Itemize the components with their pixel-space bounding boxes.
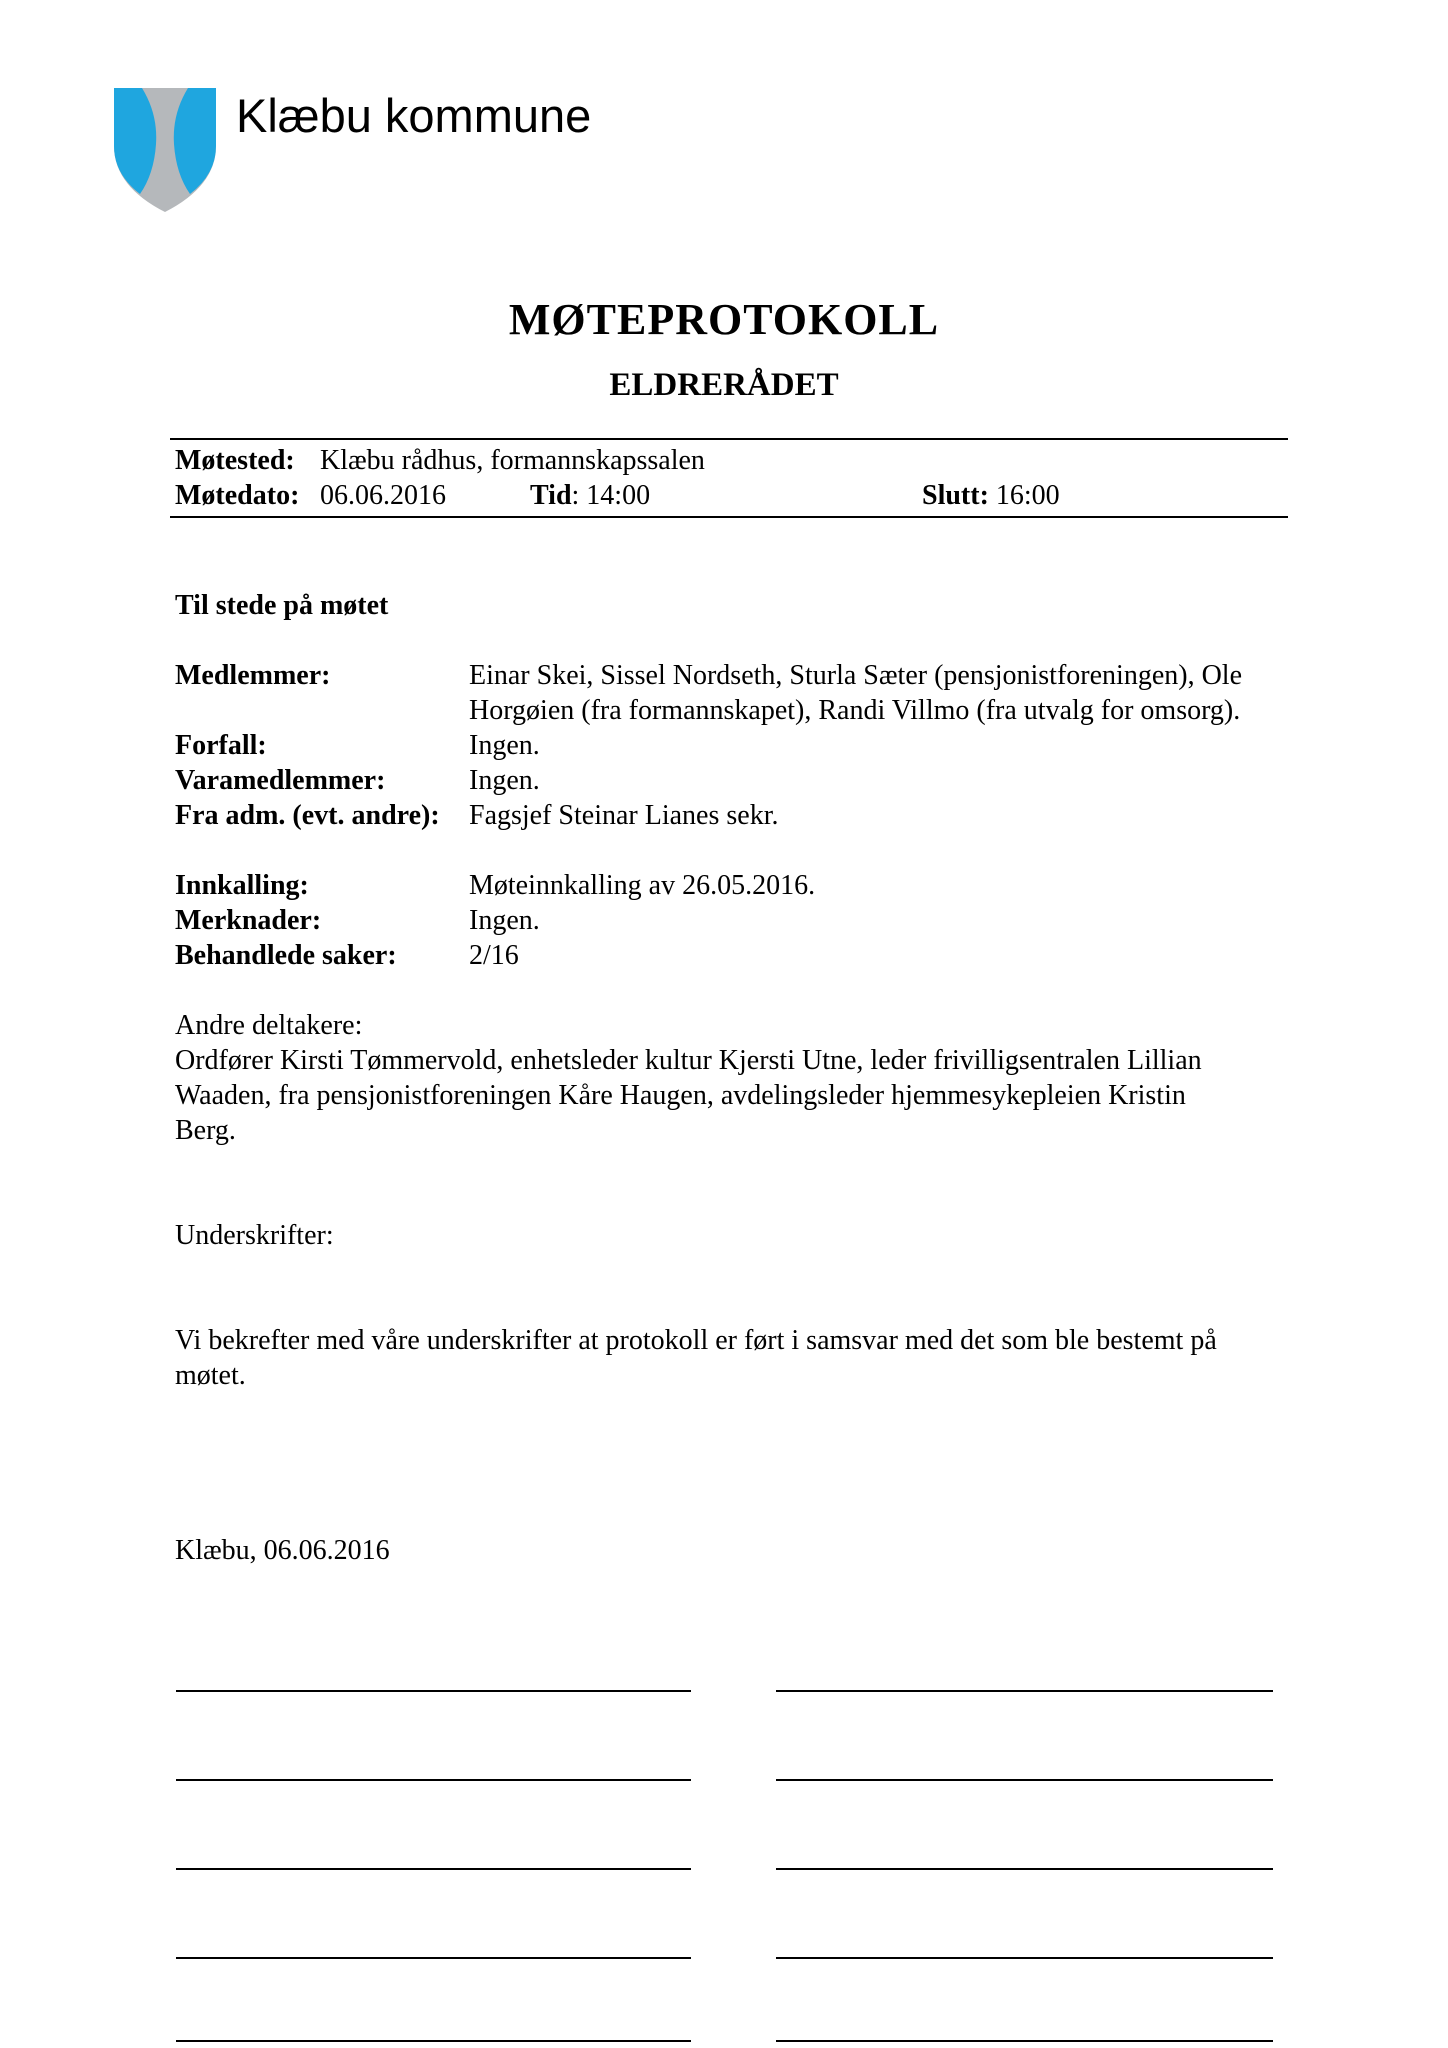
bottom-rule [170,516,1288,518]
remarks-value: Ingen. [469,905,540,936]
meeting-place-row [175,443,295,478]
invitation-value: Møteinnkalling av 26.05.2016. [469,870,816,901]
admin-value: Fagsjef Steinar Lianes sekr. [469,800,779,831]
members-label: Medlemmer: [175,660,331,691]
remarks-label: Merknader: [175,905,322,936]
meeting-end: 16:00 [995,480,1060,511]
confirm-line-1: Vi bekrefter med våre underskrifter at protokoll er ført i samsvar med det som ble bestemt på [175,1325,1217,1356]
others-heading: Andre deltakere: [175,1010,363,1041]
place-date: Klæbu, 06.06.2016 [175,1535,390,1566]
confirm-line-2: møtet. [175,1360,246,1391]
meeting-place: Klæbu rådhus, formannskapssalen [320,445,705,476]
meeting-date-label: Møtedato: [175,480,300,511]
signature-line [176,1957,691,1959]
present-heading: Til stede på møtet [175,590,389,621]
cases-value: 2/16 [469,940,519,971]
invitation-label: Innkalling: [175,870,309,901]
cases-label: Behandlede saker: [175,940,397,971]
signature-line [776,1779,1273,1781]
absent-value: Ingen. [469,730,540,761]
admin-label: Fra adm. (evt. andre): [175,800,440,831]
signature-line [776,1868,1273,1870]
deputies-value: Ingen. [469,765,540,796]
top-rule [170,438,1288,440]
signature-line [776,2040,1273,2042]
members-line-2: Horgøien (fra formannskapet), Randi Villmo (fra utvalg for omsorg). [469,695,1241,726]
meeting-time-row [530,478,650,513]
others-line-2: Waaden, fra pensjonistforeningen Kåre Haugen, avdelingsleder hjemmesykepleien Kristin [175,1080,1186,1111]
others-line-3: Berg. [175,1115,236,1146]
document-title: MØTEPROTOKOLL [508,295,940,344]
signature-line [176,1690,691,1692]
deputies-label: Varamedlemmer: [175,765,386,796]
signature-line [176,1779,691,1781]
meeting-end-label: Slutt: [922,480,989,511]
meeting-time-label: Tid [530,480,572,511]
signature-line [176,2040,691,2042]
signature-line [776,1690,1273,1692]
members-line-1: Einar Skei, Sissel Nordseth, Sturla Sæter (pensjonistforeningen), Ole [469,660,1242,691]
meeting-time: : 14:00 [571,480,651,511]
meeting-place-label: Møtested: [175,445,295,476]
signature-line [176,1868,691,1870]
signature-line [776,1957,1273,1959]
others-line-1: Ordfører Kirsti Tømmervold, enhetsleder kultur Kjersti Utne, leder frivilligsentralen Lillian [175,1045,1202,1076]
signatures-heading: Underskrifter: [175,1220,334,1251]
absent-label: Forfall: [175,730,267,761]
meeting-end-row [922,478,1060,513]
org-name: Klæbu kommune [236,89,592,142]
meeting-date: 06.06.2016 [320,480,446,511]
municipality-shield-logo [112,86,218,214]
document-subtitle: ELDRERÅDET [609,367,839,403]
